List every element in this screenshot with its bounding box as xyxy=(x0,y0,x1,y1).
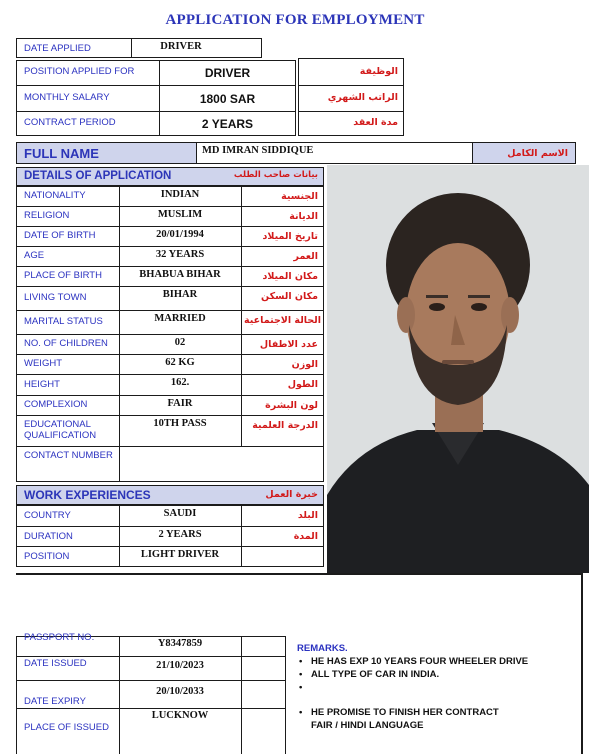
detail-value: INDIAN xyxy=(160,189,200,200)
detail-value: 20/01/1994 xyxy=(156,229,204,240)
work-value: LIGHT DRIVER xyxy=(140,549,220,560)
detail-value: 02 xyxy=(174,337,186,348)
detail-arabic: الجنسية xyxy=(281,191,318,202)
detail-label: RELIGION xyxy=(24,210,70,221)
detail-label: AGE xyxy=(24,250,45,261)
full-name-arabic: الاسم الكامل xyxy=(507,148,568,159)
detail-value: 62 KG xyxy=(165,357,195,368)
position-value: DRIVER xyxy=(204,66,251,80)
detail-label: LIVING TOWN xyxy=(24,292,87,303)
detail-label: MARITAL STATUS xyxy=(24,316,103,327)
position-label: POSITION APPLIED FOR xyxy=(24,66,135,77)
details-arabic: بيانات صاحب الطلب xyxy=(233,170,318,180)
date-applied-label: DATE APPLIED xyxy=(24,43,91,54)
detail-label: NO. OF CHILDREN xyxy=(24,338,108,349)
work-arabic: المدة xyxy=(293,531,318,542)
detail-label: EDUCATIONAL QUALIFICATION xyxy=(24,419,97,441)
detail-arabic: الحالة الاجتماعية xyxy=(244,315,321,326)
page-title: APPLICATION FOR EMPLOYMENT xyxy=(165,12,425,28)
work-arabic: البلد xyxy=(297,510,318,521)
contract-value: 2 YEARS xyxy=(201,117,254,131)
salary-arabic: الراتب الشهري xyxy=(327,92,398,103)
work-label: POSITION xyxy=(24,551,70,562)
work-value: SAUDI xyxy=(163,508,197,519)
passport-value: LUCKNOW xyxy=(151,710,209,721)
detail-value: FAIR xyxy=(167,398,193,409)
salary-label: MONTHLY SALARY xyxy=(24,92,110,103)
contract-arabic: مدة العقد xyxy=(353,117,398,128)
detail-arabic: مكان الميلاد xyxy=(262,271,318,282)
detail-arabic: الوزن xyxy=(291,359,318,370)
passport-label: PLACE OF ISSUED xyxy=(24,722,109,733)
remark-item: HE HAS EXP 10 YEARS FOUR WHEELER DRIVE xyxy=(311,656,529,667)
remark-item: ALL TYPE OF CAR IN INDIA. xyxy=(311,669,440,680)
details-title: DETAILS OF APPLICATION xyxy=(24,170,172,182)
remark-bullet: • xyxy=(299,669,303,680)
detail-value: BIHAR xyxy=(162,289,198,300)
full-name-value: MD IMRAN SIDDIQUE xyxy=(202,145,314,156)
full-name-label: FULL NAME xyxy=(24,146,99,161)
work-title: WORK EXPERIENCES xyxy=(24,488,151,502)
passport-value: Y8347859 xyxy=(157,638,203,649)
detail-value: 162. xyxy=(170,377,190,388)
passport-label: DATE EXPIRY xyxy=(24,696,86,707)
detail-arabic: الديانة xyxy=(289,211,318,222)
detail-arabic: الطول xyxy=(287,379,318,390)
detail-label: HEIGHT xyxy=(24,378,60,390)
remark-bullet: • xyxy=(299,656,303,667)
remarks-title: REMARKS. xyxy=(297,643,348,654)
detail-label: PLACE OF BIRTH xyxy=(24,270,102,281)
detail-label: CONTACT NUMBER xyxy=(24,450,113,461)
position-arabic: الوظيفة xyxy=(359,66,398,77)
work-label: COUNTRY xyxy=(24,510,71,521)
remark-bullet: • xyxy=(299,682,303,693)
date-applied-value: DRIVER xyxy=(160,41,202,52)
detail-arabic: مكان السكن xyxy=(261,291,318,302)
remarks-last-line: FAIR / HINDI LANGUAGE xyxy=(311,720,424,731)
passport-value: 20/10/2033 xyxy=(156,686,204,697)
applicant-portrait-image xyxy=(327,165,589,573)
detail-arabic: تاريخ الميلاد xyxy=(262,231,318,242)
detail-value: 32 YEARS xyxy=(155,249,205,260)
detail-value: MUSLIM xyxy=(157,209,203,220)
passport-label: DATE ISSUED xyxy=(24,658,87,669)
detail-arabic: العمر xyxy=(293,251,318,262)
work-label: DURATION xyxy=(24,531,73,542)
detail-value: BHABUA BIHAR xyxy=(139,269,221,280)
detail-label: COMPLEXION xyxy=(24,399,88,410)
passport-value: 21/10/2023 xyxy=(156,660,204,671)
work-arabic: خبرة العمل xyxy=(265,489,318,500)
passport-label: PASSPORT NO. xyxy=(24,632,95,643)
detail-arabic: الدرجة العلمية xyxy=(252,420,318,431)
detail-arabic: لون البشرة xyxy=(265,400,318,411)
remark-item: HE PROMISE TO FINISH HER CONTRACT xyxy=(311,707,499,718)
detail-value: 10TH PASS xyxy=(153,418,207,429)
detail-label: NATIONALITY xyxy=(24,190,86,201)
applicant-photo xyxy=(327,165,589,573)
detail-value: MARRIED xyxy=(154,313,206,324)
work-value: 2 YEARS xyxy=(158,529,202,540)
detail-label: DATE OF BIRTH xyxy=(24,230,96,241)
contract-label: CONTRACT PERIOD xyxy=(24,117,116,128)
remark-bullet: • xyxy=(299,707,303,718)
detail-label: WEIGHT xyxy=(24,358,62,369)
detail-arabic: عدد الاطفال xyxy=(259,339,318,350)
salary-value: 1800 SAR xyxy=(199,92,256,106)
